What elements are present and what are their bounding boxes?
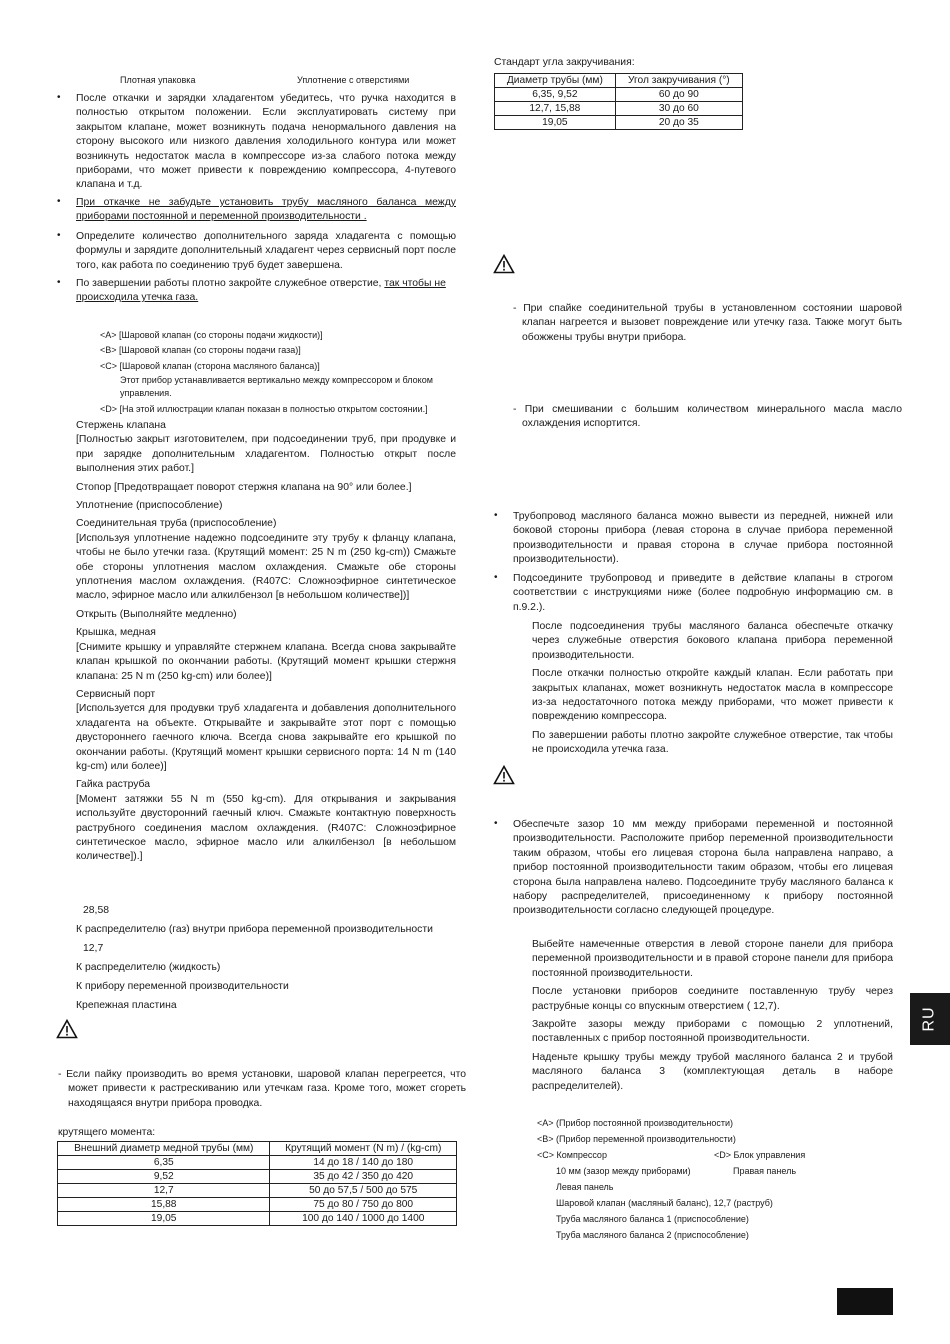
bullet-close-text: По завершении работы плотно закройте служебное отверстие, [76,278,385,289]
note-brazing-valve: - При спайке соединительной трубы в установленном состоянии шаровой клапан нагреется и вызовет повреждение или утечку газа. Также могут быть обожжены трубы внутри прибора. [513,303,902,343]
legend-c: <C> [Шаровой клапан (сторона масляного баланса)] [100,360,320,371]
item-flare-nut-head: Гайка раструба [76,779,151,791]
table-row [58,1156,457,1170]
bullet-close-underlined: так чтобы не происходила утечка газа. [76,278,446,304]
table-cell: 19,05 [58,1212,270,1226]
language-tab-label: RU [920,1006,938,1032]
legend-left-panel: Левая панель [556,1182,614,1192]
torque-col-diameter: Внешний диаметр медной трубы (мм) [58,1142,270,1156]
warning-icon [493,254,515,274]
legend-a-fixed-unit: <A> (Прибор постоянной производительности) [537,1118,734,1128]
legend-a: <A> [Шаровой клапан (со стороны подачи жидкости)] [100,330,323,340]
bullet-check-handle: После откачки и зарядки хладагентом убедитесь, что ручка находится в полностью открытом положении. Если эксплуатировать систему при закрытом клапане, может возникнуть подача ненормального давления на сторону высокого или низкого давления холодильного контура или может возникнуть недостаток масла в компрессоре из-за слабого потока между приборами, что может привести к повреждению компрессора, 4-путевого клапана и т.д. [76,93,456,191]
legend-gap: 10 мм (зазор между приборами) [556,1166,691,1176]
item-stem-body: [Полностью закрыт изготовителем, при подсоединении труб, при продувке и при зарядке дополнительным хладагентом. Полностью открыт после выполнения этих работ.] [76,434,456,475]
table-row [495,102,743,116]
legend-c-compressor: <C> Компрессор [537,1150,607,1160]
valve-parts-list [76,419,456,865]
table-cell: 12,7 [58,1184,270,1198]
step-open-valves: После откачки полностью откройте каждый клапан. Если работать при закрытых клапанах, может возникнуть недостаток масла в компрессоре из-за недостаточного потока между приборами, что может привести к повреждению компрессора. [532,668,893,723]
table-cell: 35 до 42 / 350 до 420 [270,1170,457,1184]
legend-ball-valve: Шаровой клапан (масляный баланс), 12,7 (раструб) [556,1198,773,1208]
legend-right-panel: Правая панель [733,1166,797,1176]
brazing-warning: - Если пайку производить во время установки, шаровой клапан перегреется, что может привести к растрескиванию или утечкам газа. Кроме того, может сгореть находящаяся внутри прибора проводка. [58,1069,466,1109]
table-cell: 19,05 [495,116,616,130]
legend-d-control-box: <D> Блок управления [714,1150,806,1160]
flare-angle-table [494,73,743,130]
table-cell: 60 до 90 [615,88,742,102]
valve-legend [100,328,460,418]
caption-seal-with-holes: Уплотнение с отверстиями [297,75,410,85]
bullet-dot: • [494,572,498,583]
bullet-dot: • [57,230,61,241]
dim-12-7: 12,7 [83,943,104,954]
legend-oil-pipe-1: Труба масляного баланса 1 (приспособление) [556,1214,749,1224]
bullet-dot: • [494,818,498,829]
bullet-additional-charge: Определите количество дополнительного заряда хладагента с помощью формулы и зарядите дополнительный хладагент через сервисный порт после того, как работа по соединению труб будет завершена. [76,231,456,271]
bullet-oil-pipe-route: Трубопровод масляного баланса можно вывести из передней, нижней или боковой стороны прибора (левая сторона в случае прибора переменной производительности и правая сторона в случае прибора постоянной производительности). [513,511,893,566]
table-cell: 75 до 80 / 750 до 800 [270,1198,457,1212]
bullet-close-service-port [76,277,456,306]
table-cell: 9,52 [58,1170,270,1184]
table-cell: 14 до 18 / 140 до 180 [270,1156,457,1170]
step-pipe-cover: Наденьте крышку трубы между трубой масляного баланса 2 и трубой масляного баланса 3 (комплектующая деталь в наборе распределителей). [532,1051,893,1092]
caption-tight-packing: Плотная упаковка [120,75,196,85]
table-row [58,1212,457,1226]
table-cell: 6,35 [58,1156,270,1170]
table-cell: 100 до 140 / 1000 до 1400 [270,1212,457,1226]
item-stem-head: Стержень клапана [76,420,166,431]
item-cap-body: [Снимите крышку и управляйте стержнем клапана. Всегда снова закрывайте клапан крышкой по окончании работы. (Крутящий момент крышки стержня клапана: 25 N m (250 kg-cm) или более)] [76,641,456,682]
legend-b-variable-unit: <B> (Прибор переменной производительности) [537,1134,736,1144]
bullet-dot: • [57,277,61,288]
bullet-dot: • [57,92,61,103]
step-connect-pipe: После установки приборов соедините поставленную трубу через раструбные концы со впускным отверстием ( 12,7). [532,986,893,1012]
legend-d: <D> [На этой иллюстрации клапан показан в полностью открытом состоянии.] [100,404,428,415]
table-cell: 30 до 60 [615,102,742,116]
table-cell: 6,35, 9,52 [495,88,616,102]
warning-icon [56,1019,78,1039]
table-cell: 50 до 57,5 / 500 до 575 [270,1184,457,1198]
bullet-dot: • [57,196,61,207]
table-row [58,1198,457,1212]
item-stopper-head: Стопор [Предотвращает поворот стержня клапана на 90° или более.] [76,481,412,493]
table-row [58,1170,457,1184]
bullet-oil-balance-warning: При откачке не забудьте установить трубу масляного баланса между приборами постоянной и переменной производительности . [76,197,456,223]
bullet-clearance: Обеспечьте зазор 10 мм между приборами переменной и постоянной производительности. Расположите прибор переменной производительности таким образом, чтобы его лицевая сторона была направлена направо, а прибор постоянной производительности таким образом, чтобы его лицевая сторона была направлена налево. Подсоедините трубу масляного баланса к набору распределителей, присоединенному к прибору постоянной производительности согласно следующей процедуре. [513,819,893,917]
item-open-head: Открыть (Выполняйте медленно) [76,608,237,620]
angle-col-diameter: Диаметр трубы (мм) [495,74,616,88]
step-close-port: По завершении работы плотно закройте служебное отверстие, так чтобы не происходила утечка газа. [532,729,893,756]
bullet-connect-valves: Подсоедините трубопровод и приведите в действие клапаны в строгом соответствии с инструкциями ниже (более подробную информацию см. в п.9.2.). [513,573,893,613]
note-mineral-oil: - При смешивании с большим количеством минерального масла масло охлаждения испортится. [513,404,902,430]
item-conn-pipe-head: Соединительная труба (приспособление) [76,518,277,530]
table-row [495,116,743,130]
item-service-port-body: [Используется для продувки труб хладагента и добавления дополнительного хладагента на объекте. Открывайте и закрывайте этот порт с помощью двустороннего гаечного ключа. Всегда снова закрывайте его крышкой по окончании работы. (Крутящий момент крышки сервисного порта: 14 N m (140 kg-cm) или более)] [76,703,456,772]
dim-28-58: 28,58 [83,905,110,916]
warning-icon [493,765,515,785]
item-cap-head: Крышка, медная [76,627,156,639]
language-tab [910,993,950,1045]
step-knockouts: Выбейте намеченные отверстия в левой стороне панели для прибора переменной производительности и в правой стороне панели для прибора постоянной производительности. [532,939,893,979]
torque-table-title: крутящего момента: [58,1127,156,1138]
table-row [58,1184,457,1198]
item-conn-pipe-body: [Используя уплотнение надежно подсоедините эту трубу к фланцу клапана, чтобы не было утечки газа. (Крутящий момент: 25 N m (250 kg-cm)) Смажьте обе стороны уплотнения маслом охлаждения. Смажьте обе стороны уплотнения маслом охлаждения. (R407C: Сложноэфирное синтетическое масло, эфирное масло или алкилбензол [в небольшом количестве])] [76,532,456,602]
to-gas-distributor: К распределителю (газ) внутри прибора переменной производительности [76,924,433,935]
torque-table [57,1141,457,1226]
table-header-row [58,1142,457,1156]
page-number-box [837,1288,893,1315]
step-evacuate: После подсоединения трубы масляного баланса обеспечьте откачку через служебные отверстия бокового клапана прибора переменной производительности. [532,621,893,661]
item-seal-head: Уплотнение (приспособление) [76,500,223,512]
bullet-dot: • [494,510,498,521]
table-header-row [495,74,743,88]
legend-oil-pipe-2: Труба масляного баланса 2 (приспособление) [556,1230,749,1240]
to-variable-unit: К прибору переменной производительности [76,981,289,992]
table-cell: 15,88 [58,1198,270,1212]
table-cell: 20 до 35 [615,116,742,130]
to-liquid-distributor: К распределителю (жидкость) [76,962,221,973]
torque-col-torque: Крутящий момент (N m) / (kg-cm) [270,1142,457,1156]
item-service-port-head: Сервисный порт [76,688,156,700]
step-seal-gaps: Закройте зазоры между приборами с помощью 2 уплотнений, поставленных с прибор постоянной производительности. [532,1019,893,1045]
steps-installation [532,938,893,1094]
angle-table-title: Стандарт угла закручивания: [494,57,635,68]
steps-oil-balance [532,620,893,758]
mounting-plate: Крепежная пластина [76,1000,177,1011]
table-cell: 12,7, 15,88 [495,102,616,116]
table-row [495,88,743,102]
item-flare-nut-body: [Момент затяжки 55 N m (550 kg-cm). Для открывания и закрывания используйте двусторонний гаечный ключ. Смажьте контактную поверхность раструбного соединения маслом охлаждения. (R407C: Сложноэфирное синтетическое масло, эфирное масло или алкилбензол [в небольшом количестве]).] [76,793,456,863]
legend-c-note: Этот прибор устанавливается вертикально между компрессором и блоком управления. [120,375,433,399]
legend-b: <B> [Шаровой клапан (со стороны подачи газа)] [100,345,301,356]
angle-col-angle: Угол закручивания (°) [615,74,742,88]
